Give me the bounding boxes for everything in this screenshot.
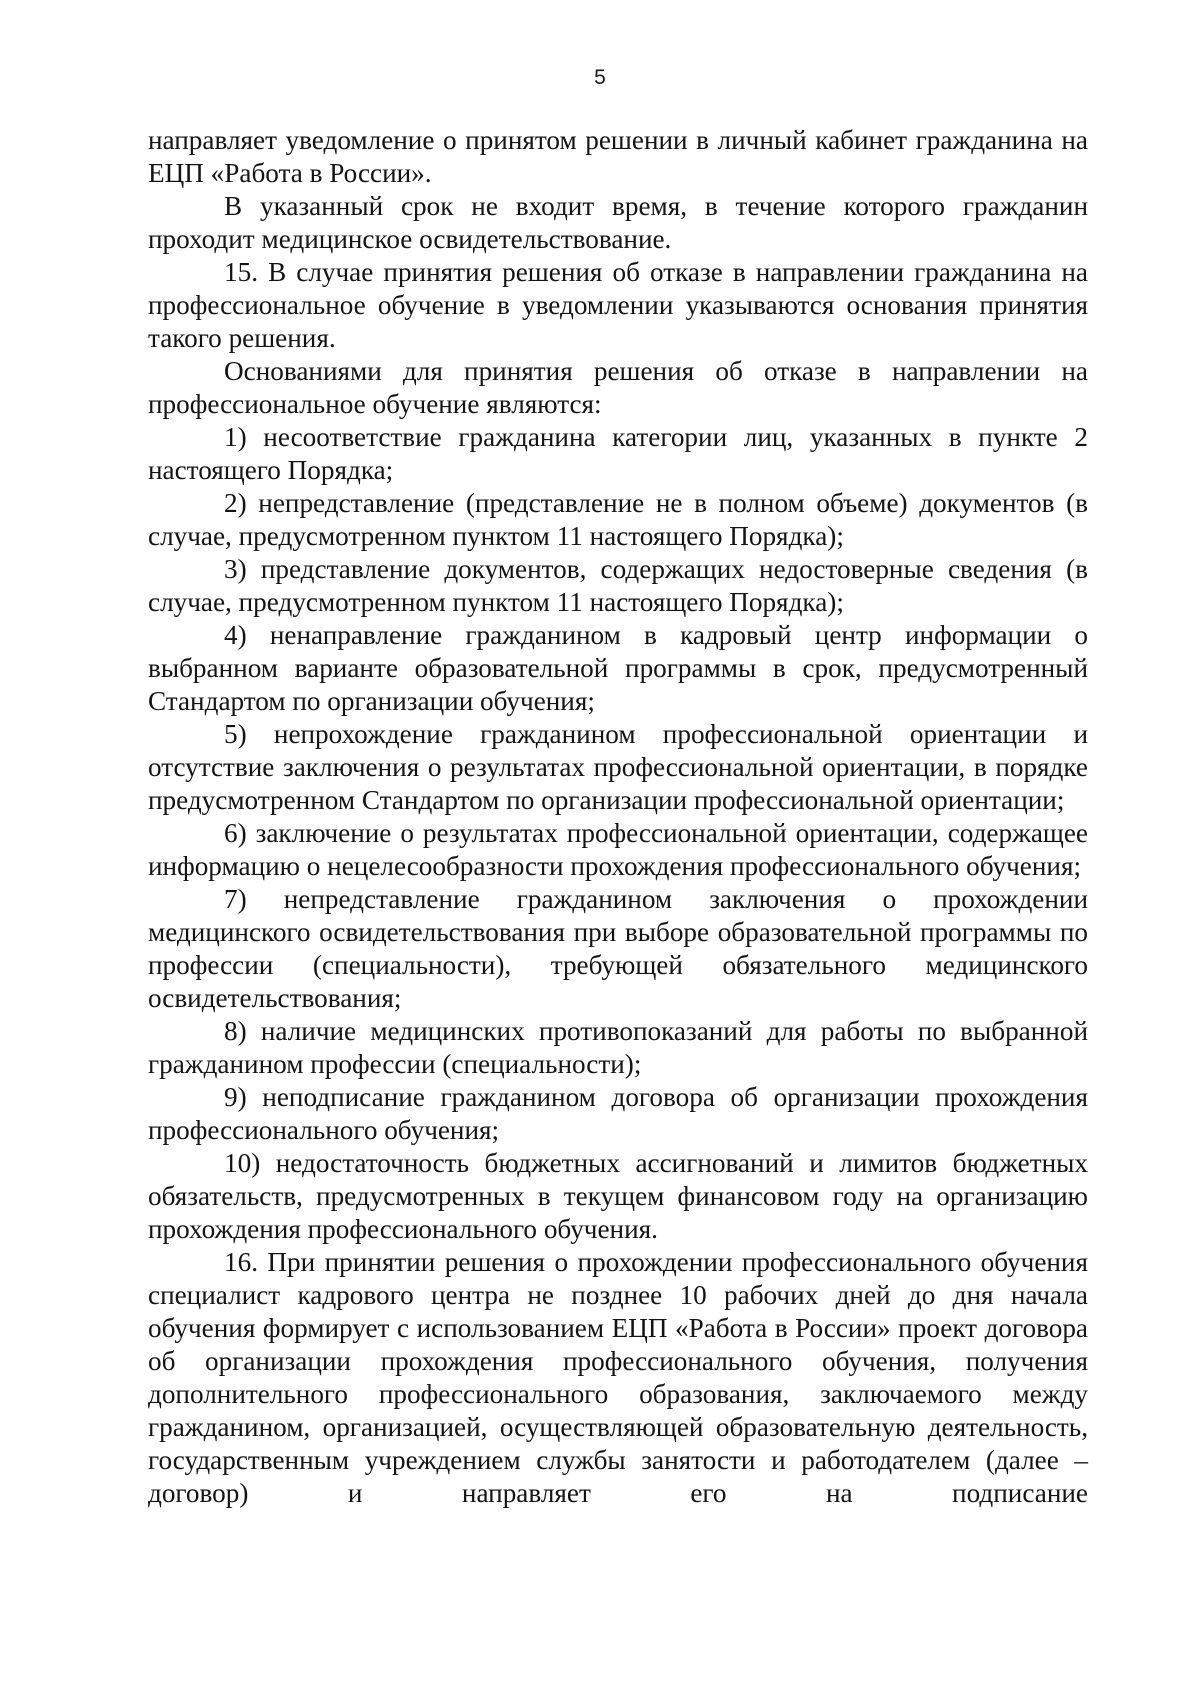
paragraph-deadline-exclusion: В указанный срок не входит время, в течение которого гражданин проходит медицинское освидетельствование. (148, 191, 1088, 254)
paragraph-refusal-grounds-intro: Основаниями для принятия решения об отказе в направлении на профессиональное обучение являются: (148, 356, 1088, 419)
list-item-ground-10: 10) недостаточность бюджетных ассигнований и лимитов бюджетных обязательств, предусмотренных в текущем финансовом году на организацию прохождения профессионального обучения. (148, 1148, 1088, 1244)
list-item-ground-7: 7) непредставление гражданином заключения о прохождении медицинского освидетельствования при выборе образовательной программы по профессии (специальности), требующей обязательного медицинского освидетельствования; (148, 884, 1088, 1013)
document-body (148, 124, 1088, 1510)
list-item-ground-3: 3) представление документов, содержащих недостоверные сведения (в случае, предусмотренном пунктом 11 настоящего Порядка); (148, 554, 1088, 617)
list-item-ground-6: 6) заключение о результатах профессиональной ориентации, содержащее информацию о нецелесообразности прохождения профессионального обучения; (148, 818, 1088, 881)
page-number: 5 (594, 66, 606, 89)
paragraph-clause-15: 15. В случае принятия решения об отказе в направлении гражданина на профессиональное обучение в уведомлении указываются основания принятия такого решения. (148, 257, 1088, 353)
list-item-ground-5: 5) непрохождение гражданином профессиональной ориентации и отсутствие заключения о результатах профессиональной ориентации, в порядке предусмотренном Стандартом по организации профессиональной ориентации; (148, 719, 1088, 815)
list-item-ground-9: 9) неподписание гражданином договора об организации прохождения профессионального обучения; (148, 1082, 1088, 1145)
list-item-ground-1: 1) несоответствие гражданина категории лиц, указанных в пункте 2 настоящего Порядка; (148, 422, 1088, 485)
paragraph-clause-16: 16. При принятии решения о прохождении профессионального обучения специалист кадрового центра не позднее 10 рабочих дней до дня начала обучения формирует с использованием ЕЦП «Работа в России» проект договора об организации прохождения профессионального обучения, получения дополнительного профессионального образования, заключаемого между гражданином, организацией, осуществляющей образовательную деятельность, государственным учреждением службы занятости и работодателем (далее – договор) и направляет его на подписание (148, 1247, 1088, 1508)
paragraph-notification-continuation: направляет уведомление о принятом решении в личный кабинет гражданина на ЕЦП «Работа в России». (148, 125, 1088, 188)
list-item-ground-2: 2) непредставление (представление не в полном объеме) документов (в случае, предусмотренном пунктом 11 настоящего Порядка); (148, 488, 1088, 551)
list-item-ground-8: 8) наличие медицинских противопоказаний для работы по выбранной гражданином профессии (специальности); (148, 1016, 1088, 1079)
list-item-ground-4: 4) ненаправление гражданином в кадровый центр информации о выбранном варианте образовательной программы в срок, предусмотренный Стандартом по организации обучения; (148, 620, 1088, 716)
